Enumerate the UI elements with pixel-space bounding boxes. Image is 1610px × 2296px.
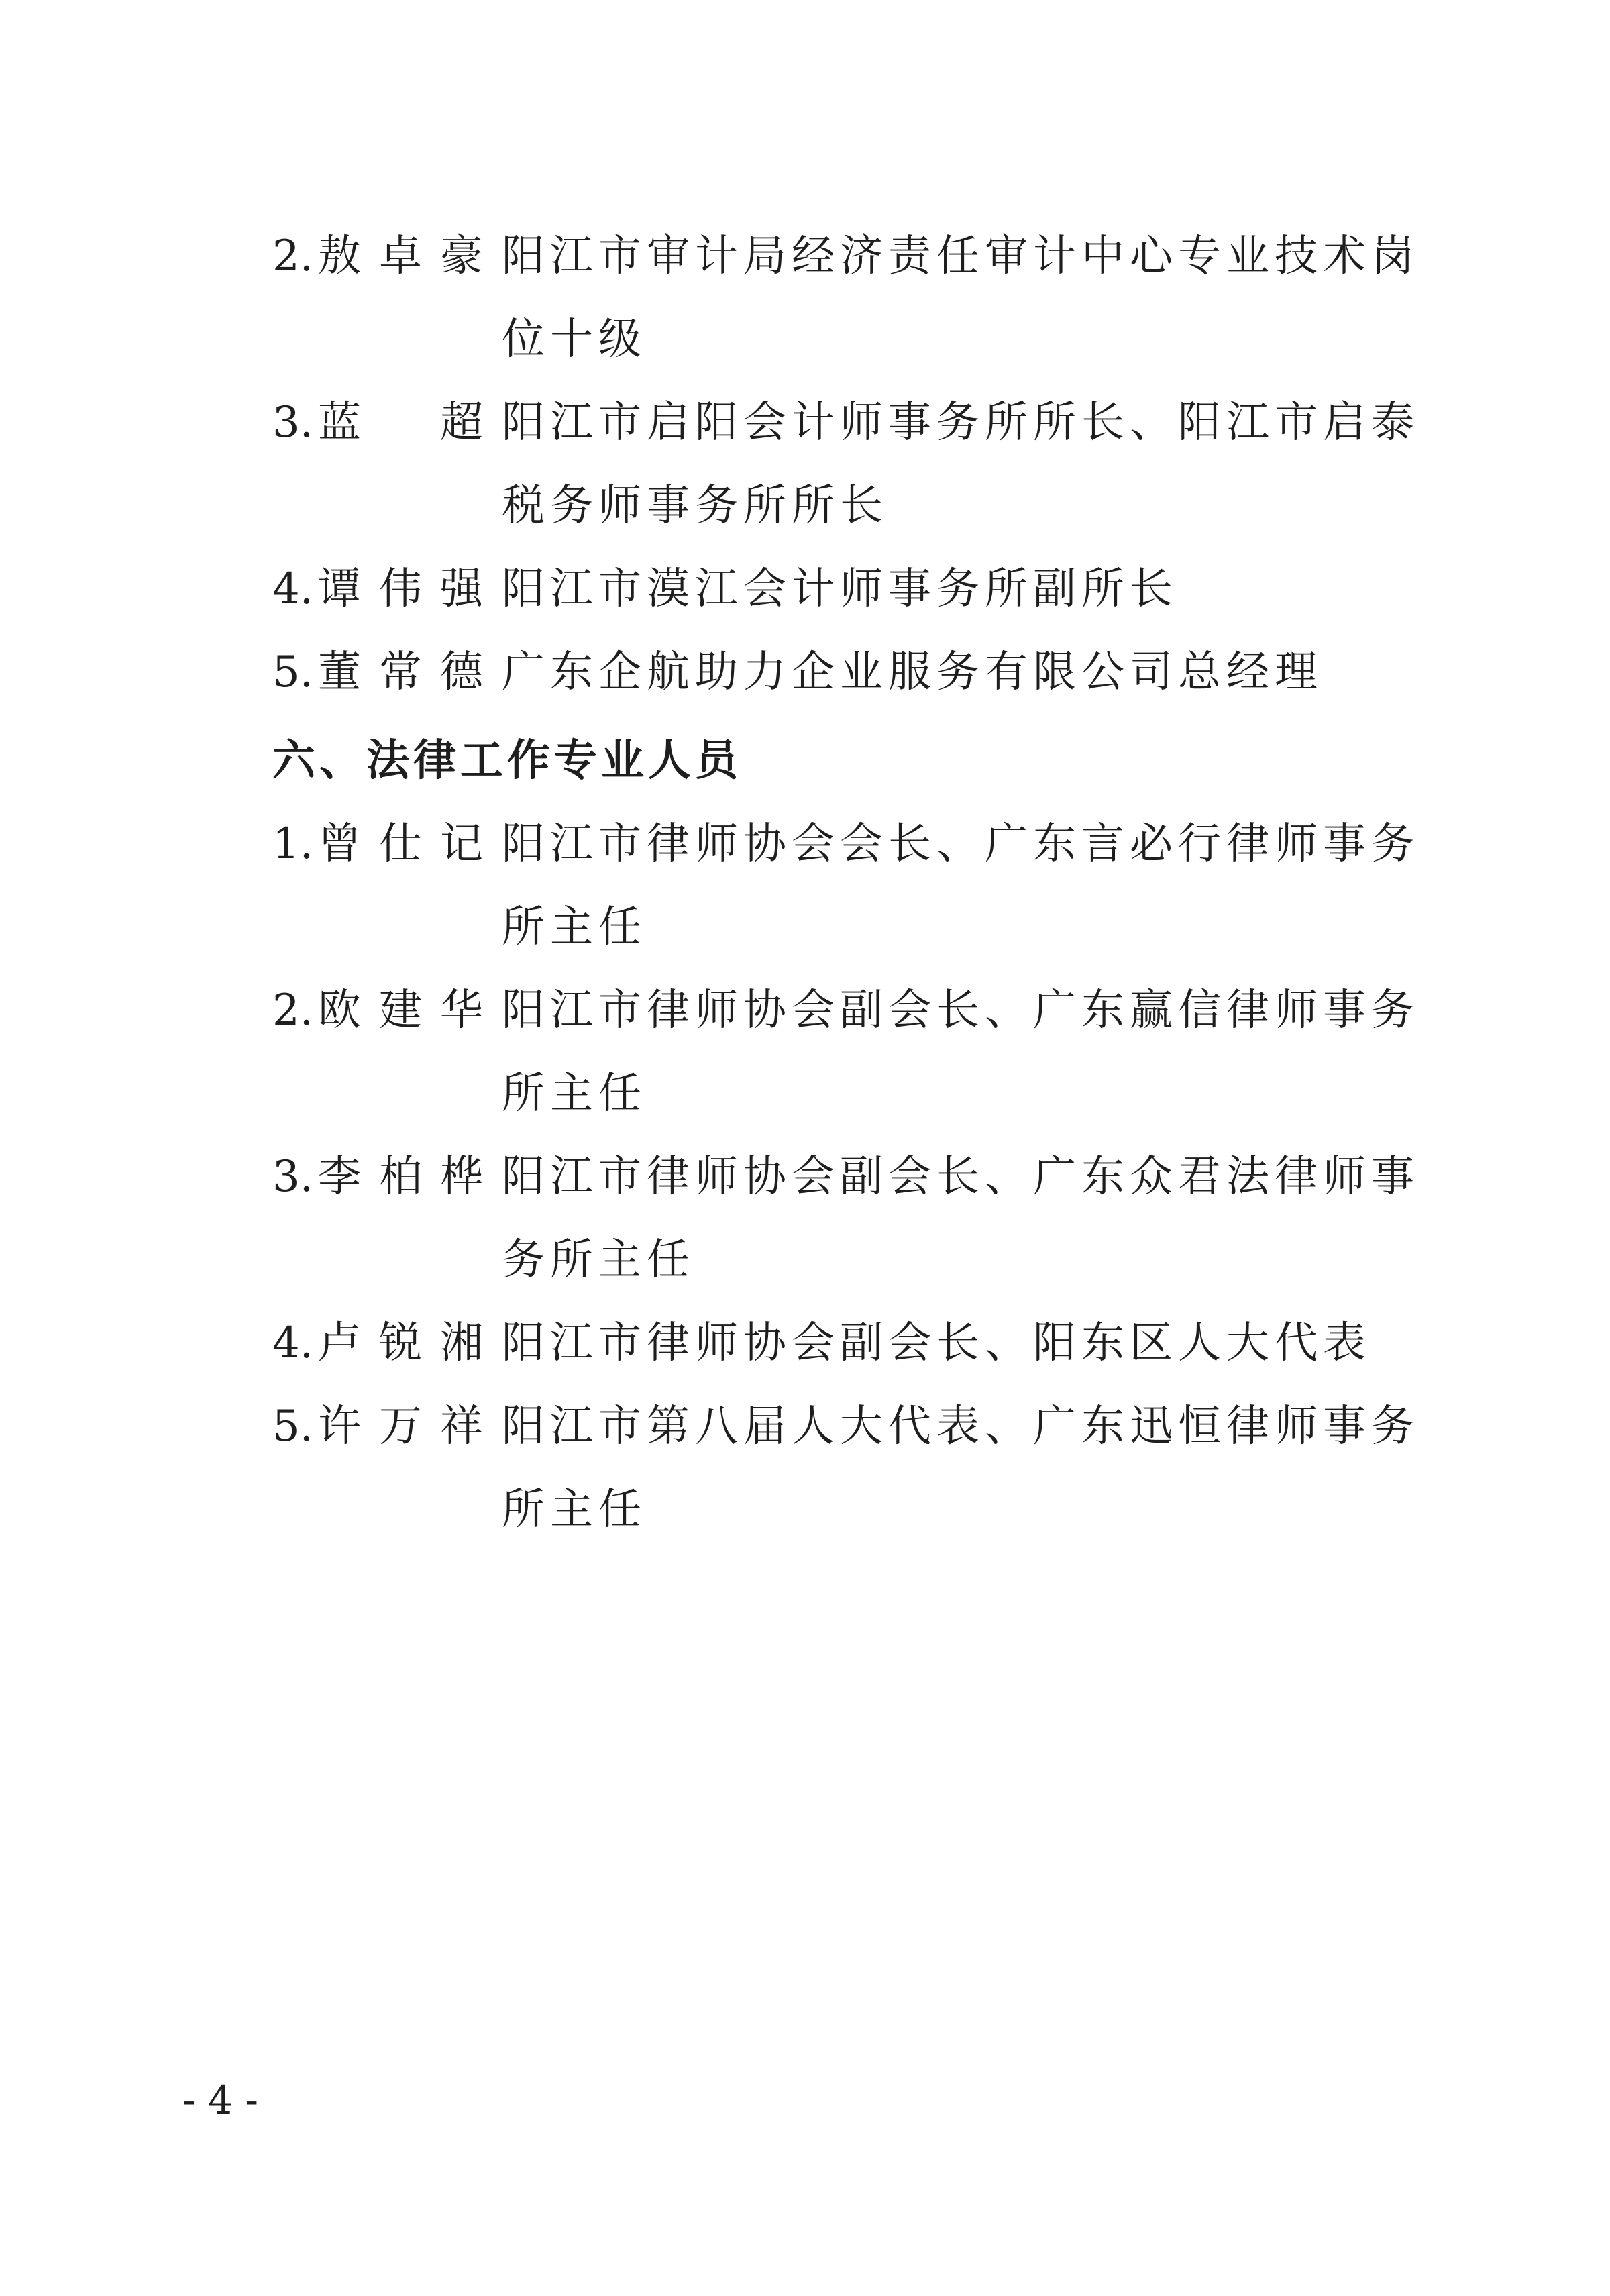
person-name: 许万祥 [318, 1402, 486, 1451]
list-item [272, 631, 1426, 714]
item-number: 4. [272, 1318, 314, 1368]
page-number: - 4 - [182, 2077, 258, 2123]
item-number: 4. [272, 564, 314, 614]
list-item [272, 381, 1426, 547]
list-item [272, 1385, 1426, 1551]
list-item [272, 802, 1426, 969]
list-item [272, 1302, 1426, 1385]
person-position: 阳江市审计局经济责任审计中心专业技术岗位十级 [502, 231, 1419, 364]
person-name: 敖卓豪 [318, 231, 486, 281]
person-name: 卢锐湘 [318, 1318, 486, 1368]
person-position: 阳江市启阳会计师事务所所长、阳江市启泰税务师事务所所长 [502, 398, 1419, 531]
person-position: 阳江市第八届人大代表、广东迅恒律师事务所主任 [502, 1402, 1419, 1534]
section-heading: 六、法律工作专业人员 [272, 736, 742, 786]
list-item [272, 215, 1426, 381]
person-name: 蓝超 [318, 398, 486, 448]
person-position: 阳江市漠江会计师事务所副所长 [502, 564, 1178, 614]
item-number: 2. [272, 986, 314, 1035]
person-name: 曾仕记 [318, 819, 486, 869]
person-position: 阳江市律师协会会长、广东言必行律师事务所主任 [502, 819, 1419, 952]
person-name: 欧建华 [318, 986, 486, 1035]
item-number: 3. [272, 398, 314, 448]
list-item [272, 969, 1426, 1135]
person-name: 董常德 [318, 647, 486, 697]
person-position: 阳江市律师协会副会长、广东赢信律师事务所主任 [502, 986, 1419, 1118]
list-item [272, 547, 1426, 631]
item-number: 3. [272, 1152, 314, 1202]
item-number: 5. [272, 1402, 314, 1451]
item-number: 1. [272, 819, 314, 869]
person-position: 广东企航助力企业服务有限公司总经理 [502, 647, 1323, 697]
person-name: 谭伟强 [318, 564, 486, 614]
person-position: 阳江市律师协会副会长、阳东区人大代表 [502, 1318, 1371, 1368]
item-number: 2. [272, 231, 314, 281]
person-position: 阳江市律师协会副会长、广东众君法律师事务所主任 [502, 1152, 1419, 1285]
list-item [272, 1135, 1426, 1302]
item-number: 5. [272, 647, 314, 697]
person-name: 李柏桦 [318, 1152, 486, 1202]
